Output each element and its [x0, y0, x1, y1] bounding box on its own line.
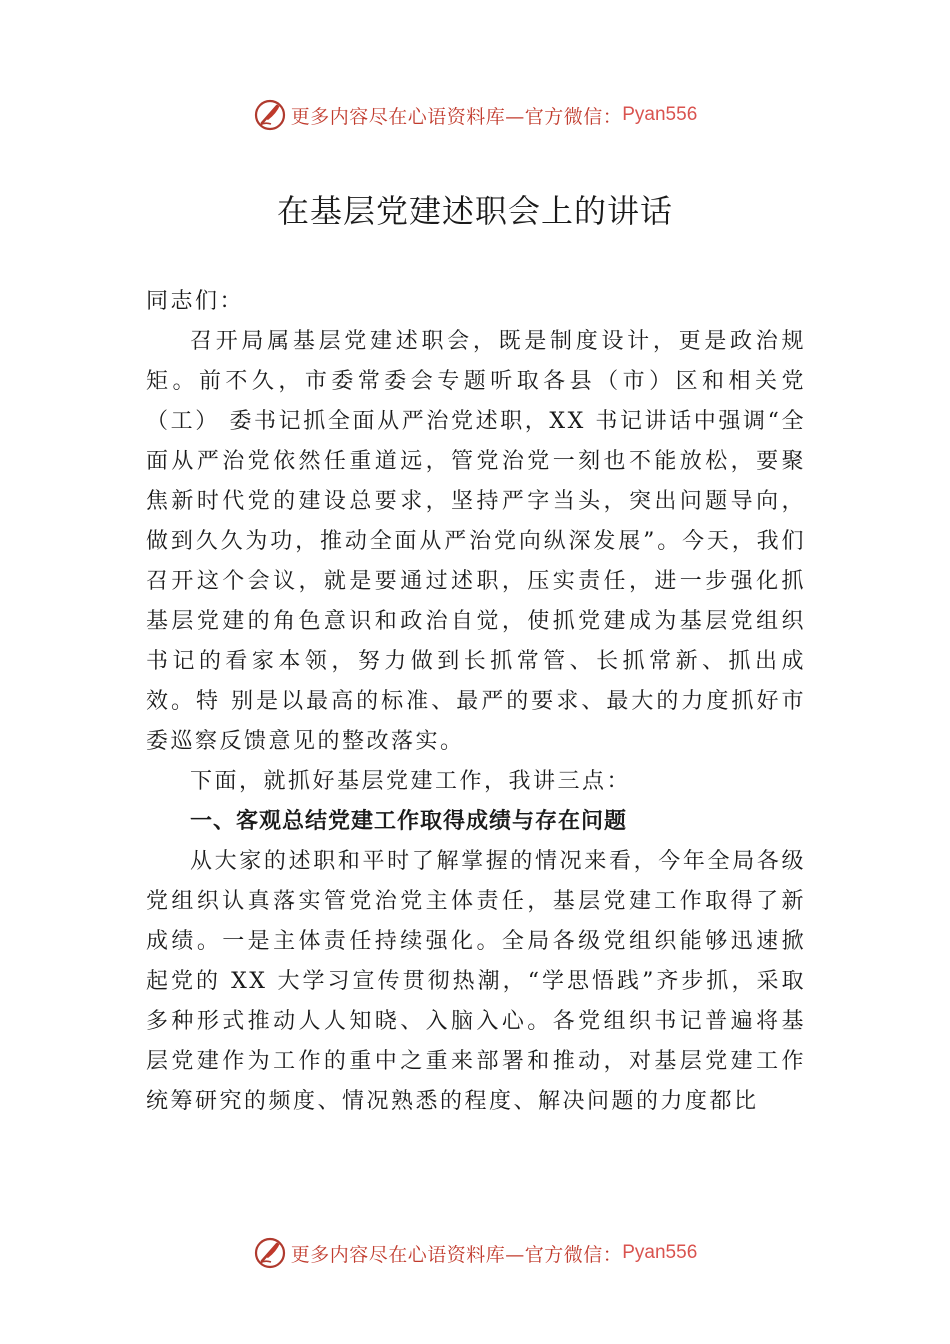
document-body [146, 282, 806, 1122]
header-banner [0, 95, 950, 135]
quill-logo-icon [253, 98, 287, 132]
quill-logo-icon [253, 1236, 287, 1270]
footer-banner [0, 1233, 950, 1273]
paragraph: 从大家的述职和平时了解掌握的情况来看，今年全局各级党组织认真落实管党治党主体责任，基层党建工作取得了新成绩。一是主体责任持续强化。全局各级党组织能够迅速掀起党的 XX 大学习宣传贯彻热潮，“学思悟践”齐步抓，采取多种形式推动人人知晓、入脑入心。各党组织书记普遍将基层党建作为工作的重中之重来部署和推动，对基层党建工作统筹研究的频度、情况熟悉的程度、解决问题的力度都比 [146, 849, 806, 1114]
wechat-id: Pyan556 [622, 1242, 698, 1263]
wechat-id: Pyan556 [622, 104, 698, 125]
banner-text: 更多内容尽在心语资料库—官方微信： [290, 105, 623, 128]
paragraph: 下面，就抓好基层党建工作，我讲三点： [190, 769, 632, 794]
banner-text: 更多内容尽在心语资料库—官方微信： [290, 1243, 623, 1266]
section-heading: 一、客观总结党建工作取得成绩与存在问题 [190, 809, 628, 834]
salutation: 同志们： [146, 289, 245, 314]
document-title: 在基层党建述职会上的讲话 [276, 192, 673, 230]
paragraph: 召开局属基层党建述职会，既是制度设计，更是政治规矩。前不久，市委常委会专题听取各县（市）区和相关党（工） 委书记抓全面从严治党述职，XX 书记讲话中强调“全面从严治党依然任重道远，管党治党一刻也不能放松，要聚焦新时代党的建设总要求，坚持严字当头，突出问题导向，做到久久为功，推动全面从严治党向纵深发展”。今天，我们召开这个会议，就是要通过述职，压实责任，进一步强化抓基层党建的角色意识和政治自觉，使抓党建成为基层党组织书记的看家本领，努力做到长抓常管、长抓常新、抓出成效。特 别是以最高的标准、最严的要求、最大的力度抓好市委巡察反馈意见的整改落实。 [146, 329, 806, 754]
